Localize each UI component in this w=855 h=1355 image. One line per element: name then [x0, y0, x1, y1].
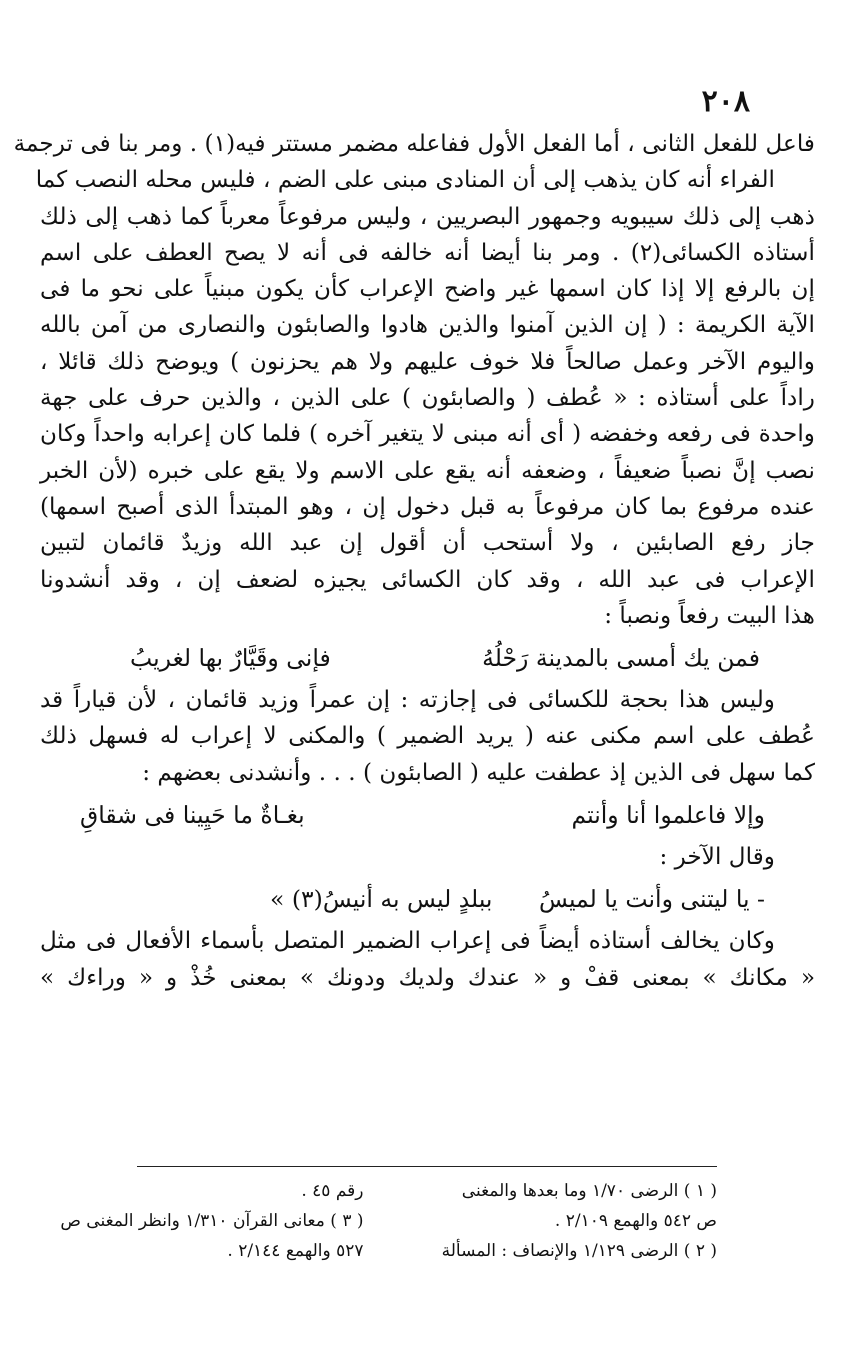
text-line: هذا البيت رفعاً ونصباً :: [604, 601, 815, 629]
footnote-line: ص ٥٤٢ والهمع ٢/١٠٩ .: [554, 1211, 717, 1231]
text-line: الفراء أنه كان يذهب إلى أن المنادى مبنى على الضم ، فليس محله النصب كما: [35, 166, 775, 194]
footnote-line: ٥٢٧ والهمع ٢/١٤٤ .: [227, 1241, 364, 1261]
text-line: وقال الآخر :: [659, 843, 775, 871]
text-line: نصب إنَّ نصباً ضعيفاً ، وضعفه أنه يقع على الاسم ولا يقع على خبره (لأن الخبر: [40, 456, 815, 484]
main-text: [13, 126, 815, 996]
footnotes-right-column: [394, 1176, 718, 1266]
poetry-verse: [40, 879, 815, 919]
text-line: عنده مرفوع بما كان مرفوعاً به قبل دخول إن ، وهو المبتدأ الذى أصبح اسمها): [40, 492, 815, 520]
footnote-line: ( ١ ) الرضى ١/٧٠ وما بعدها والمغنى: [461, 1181, 717, 1201]
text-line: ذهب إلى ذلك سيبويه وجمهور البصريين ، وليس مرفوعاً معرباً كما ذهب إلى ذلك: [40, 202, 815, 230]
page-number: ٢٠٨: [701, 84, 750, 119]
text-line: عُطف على اسم مكنى عنه ( يريد الضمير ) والمكنى لا إعراب له فسهل ذلك: [40, 722, 815, 750]
footnote-line: ( ٣ ) معانى القرآن ١/٣١٠ وانظر المغنى ص: [60, 1211, 364, 1231]
text-line: وكان يخالف أستاذه أيضاً فى إعراب الضمير المتصل بأسماء الأفعال فى مثل: [40, 927, 775, 955]
text-line: وليس هذا بحجة للكسائى فى إجازته : إن عمراً وزيد قائمان ، لأن قياراً قد: [40, 686, 775, 714]
poetry-verse: [40, 795, 815, 835]
text-line: جاز رفع الصابئين ، ولا أستحب أن أقول إن عبد الله وزيدٌ قائمان لتبين: [40, 529, 815, 557]
text-line: أستاذه الكسائى(٢) . ومر بنا أيضا أنه خالفه فى أنه لا يصح العطف على اسم: [40, 238, 815, 266]
verse-second-hemistich: ببلدٍ ليس به أنيسُ(٣) »: [270, 885, 493, 914]
verse-second-hemistich: فإنى وقَيَّارٌ بها لغريبُ: [130, 644, 331, 673]
verse-first-hemistich: فمن يك أمسى بالمدينة رَحْلُهُ: [482, 644, 760, 673]
text-line: كما سهل فى الذين إذ عطفت عليه ( الصابئون ) . . . وأنشدنى بعضهم :: [142, 758, 815, 786]
text-line: إن بالرفع إلا إذا كان اسمها غير واضح الإعراب كأن يكون مبنياً على نحو ما فى: [40, 275, 815, 303]
poetry-verse: [40, 638, 815, 678]
text-line: « مكانك » بمعنى قفْ و « عندك ولديك ودونك » بمعنى خُذْ و « وراءك »: [40, 963, 815, 991]
footnotes-left-column: [40, 1176, 364, 1266]
footnote-line: رقم ٤٥ .: [301, 1181, 364, 1201]
text-line: راداً على أستاذه : « عُطف ( والصابئون ) على الذين ، والذين حرف على جهة: [40, 384, 815, 412]
text-line: واليوم الآخر وعمل صالحاً فلا خوف عليهم ولا هم يحزنون ) ويوضح ذلك قائلا ،: [40, 347, 815, 375]
verse-first-hemistich: وإلا فاعلموا أنا وأنتم: [571, 801, 765, 830]
footnote-line: ( ٢ ) الرضى ١/١٢٩ والإنصاف : المسألة: [441, 1241, 717, 1261]
text-line: فاعل للفعل الثانى ، أما الفعل الأول ففاعله مضمر مستتر فيه(١) . ومر بنا فى ترجمة: [13, 130, 815, 157]
footnote-divider: [137, 1166, 717, 1167]
text-line: واحدة فى رفعه وخفضه ( أى أنه مبنى لا يتغير آخره ) فلما كان إعرابه واحداً وكان: [40, 420, 815, 448]
text-line: الآية الكريمة : ( إن الذين آمنوا والذين هادوا والصابئون والنصارى من آمن بالله: [40, 311, 815, 339]
verse-second-hemistich: بغـاةٌ ما حَيِينا فى شقاقِ: [80, 801, 305, 830]
verse-first-hemistich: - يا ليتنى وأنت يا لميسُ: [538, 885, 765, 914]
text-line: الإعراب فى عبد الله ، وقد كان الكسائى يجيزه لضعف إن ، وقد أنشدونا: [40, 565, 815, 593]
footnotes: [40, 1176, 717, 1266]
